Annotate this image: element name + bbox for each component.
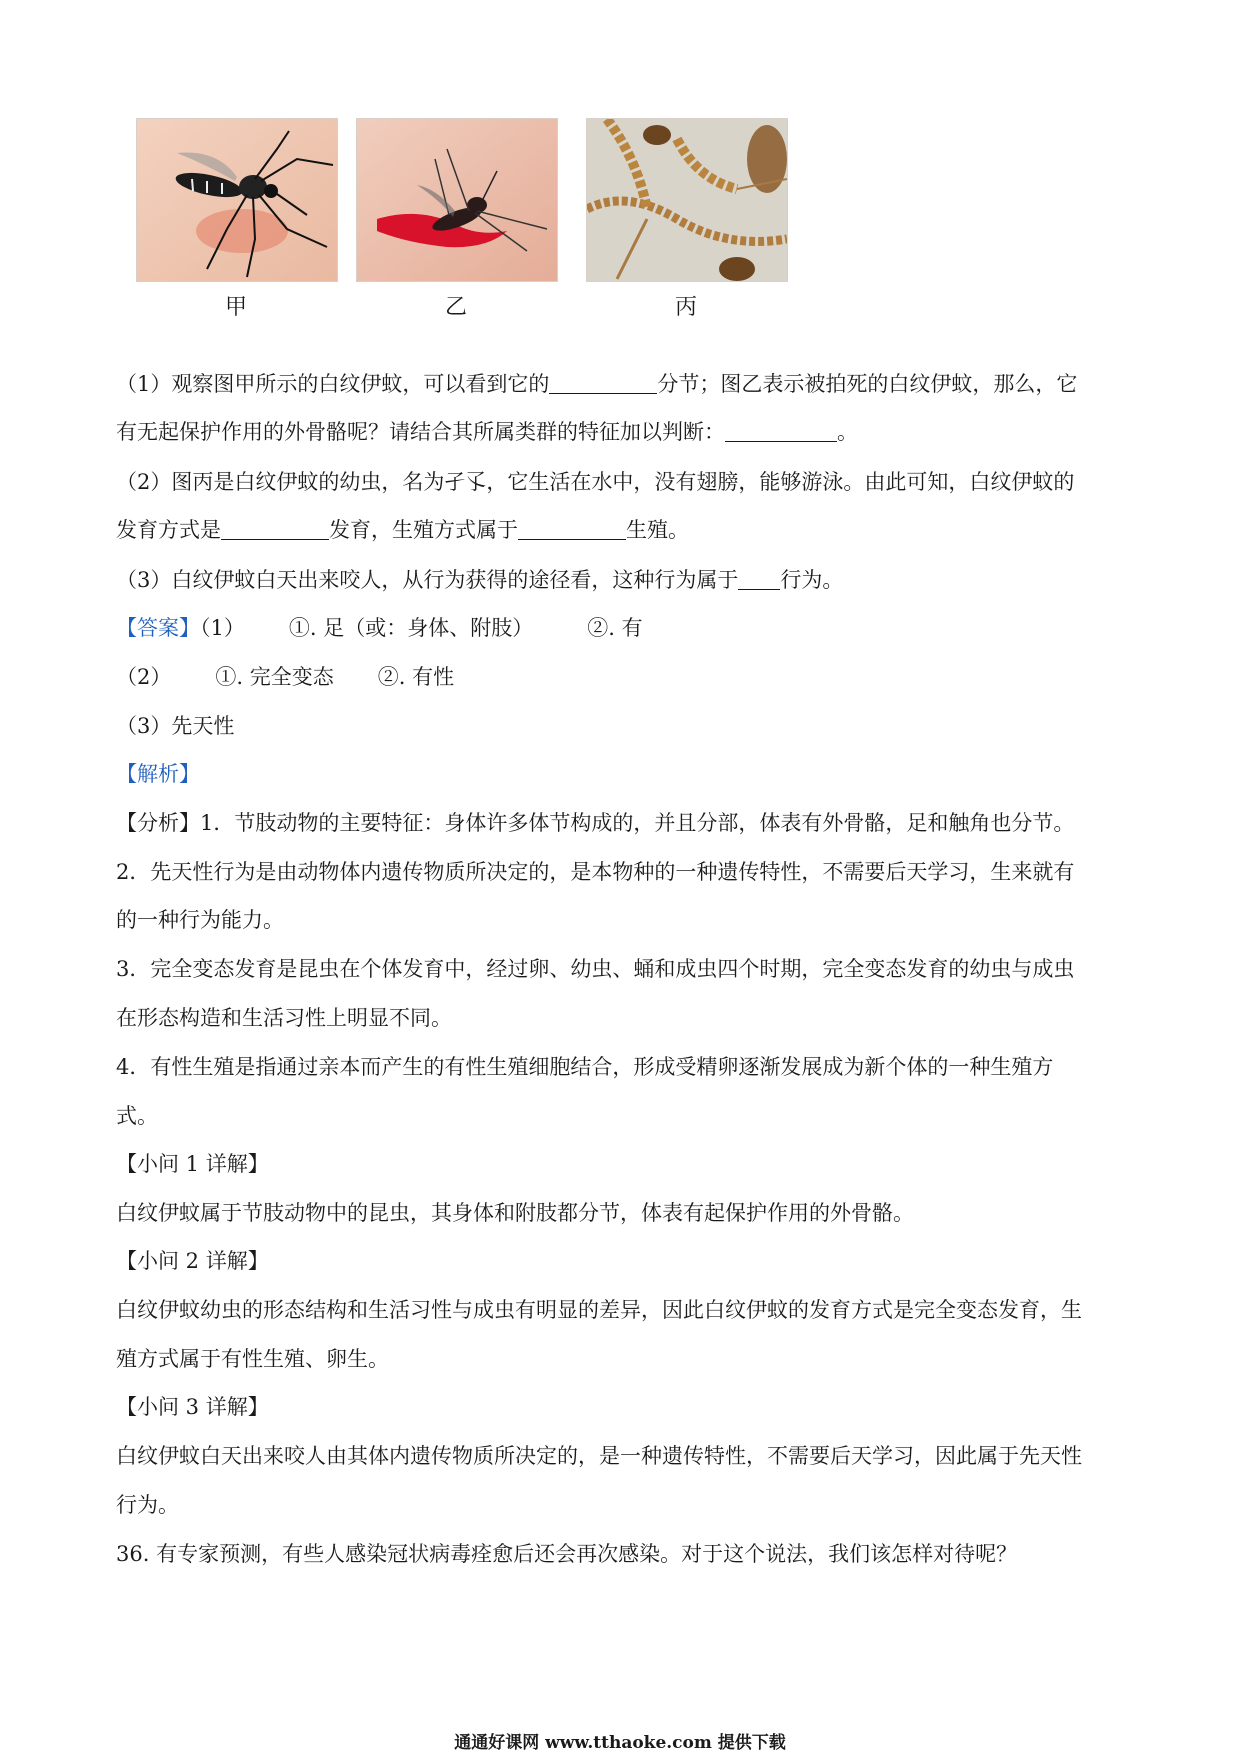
answer-blank-4[interactable] xyxy=(518,517,626,540)
figure-label-yi: 乙 xyxy=(444,295,467,320)
squashed-mosquito-image xyxy=(356,118,558,282)
question-1-line-2: 有无起保护作用的外骨骼呢？请结合其所属类群的特征加以判断： 。 xyxy=(116,420,858,444)
figure-label-jia: 甲 xyxy=(224,295,247,320)
sub-question-2-heading: 【小问 2 详解】 xyxy=(116,1249,269,1273)
sub-question-3-heading: 【小问 3 详解】 xyxy=(116,1395,269,1419)
analysis-tag: 【解析】 xyxy=(116,762,200,786)
question-1-line-1: （1）观察图甲所示的白纹伊蚊，可以看到它的 分节；图乙表示被拍死的白纹伊蚊，那么，它 xyxy=(116,372,1078,396)
mosquito-on-skin-image xyxy=(136,118,338,282)
answer-blank-3[interactable] xyxy=(221,517,329,540)
answer-blank-5[interactable] xyxy=(738,567,780,590)
mosquito-larvae-image xyxy=(586,118,788,282)
answer-line-3: （3）先天性 xyxy=(116,714,235,738)
question-2-line-1: （2）图丙是白纹伊蚊的幼虫，名为孑孓，它生活在水中，没有翅膀，能够游泳。由此可知，白纹伊蚊的 xyxy=(116,470,1075,494)
sub-question-3-body-line-2: 行为。 xyxy=(116,1493,179,1517)
sub-question-1-heading: 【小问 1 详解】 xyxy=(116,1152,269,1176)
answer-line-2: （2） ①. 完全变态 ②. 有性 xyxy=(116,665,455,689)
answer-tag: 【答案】 xyxy=(116,616,200,640)
analysis-point-3-line-1: 3．完全变态发育是昆虫在个体发育中，经过卵、幼虫、蛹和成虫四个时期，完全变态发育的幼虫与成虫 xyxy=(116,957,1075,981)
answer-blank-1[interactable] xyxy=(549,371,657,394)
figure-label-bing: 丙 xyxy=(674,295,697,320)
figure-yi xyxy=(356,118,558,320)
question-3-line: （3）白纹伊蚊白天出来咬人，从行为获得的途径看，这种行为属于 行为。 xyxy=(116,568,844,592)
analysis-point-1: 【分析】1．节肢动物的主要特征：身体许多体节构成的，并且分部，体表有外骨骼，足和触角也分节。 xyxy=(116,811,1075,835)
analysis-point-4-line-1: 4．有性生殖是指通过亲本而产生的有性生殖细胞结合，形成受精卵逐渐发展成为新个体的一种生殖方 xyxy=(116,1055,1054,1079)
page-footer: 通通好课网 www.tthaoke.com 提供下载 xyxy=(454,1733,786,1753)
figure-bing xyxy=(586,118,788,320)
answer-blank-2[interactable] xyxy=(725,419,837,442)
answer-line-1: 【答案】（1） ①. 足（或：身体、附肢） ②. 有 xyxy=(116,616,643,640)
analysis-point-2-line-1: 2．先天性行为是由动物体内遗传物质所决定的，是本物种的一种遗传特性，不需要后天学习，生来就有 xyxy=(116,860,1075,884)
sub-question-2-body-line-1: 白纹伊蚊幼虫的形态结构和生活习性与成虫有明显的差异，因此白纹伊蚊的发育方式是完全变态发育，生 xyxy=(116,1298,1082,1322)
analysis-point-2-line-2: 的一种行为能力。 xyxy=(116,908,284,932)
question-36: 36. 有专家预测，有些人感染冠状病毒痊愈后还会再次感染。对于这个说法，我们该怎样对待呢？ xyxy=(116,1542,1018,1566)
sub-question-1-body: 白纹伊蚊属于节肢动物中的昆虫，其身体和附肢都分节，体表有起保护作用的外骨骼。 xyxy=(116,1201,914,1225)
analysis-point-4-line-2: 式。 xyxy=(116,1104,158,1128)
sub-question-2-body-line-2: 殖方式属于有性生殖、卵生。 xyxy=(116,1347,389,1371)
question-2-line-2: 发育方式是 发育，生殖方式属于 生殖。 xyxy=(116,518,689,542)
sub-question-3-body-line-1: 白纹伊蚊白天出来咬人由其体内遗传物质所决定的，是一种遗传特性，不需要后天学习，因此属于先天性 xyxy=(116,1444,1082,1468)
analysis-point-3-line-2: 在形态构造和生活习性上明显不同。 xyxy=(116,1006,452,1030)
figure-jia xyxy=(136,118,338,320)
figure-row xyxy=(136,118,816,328)
